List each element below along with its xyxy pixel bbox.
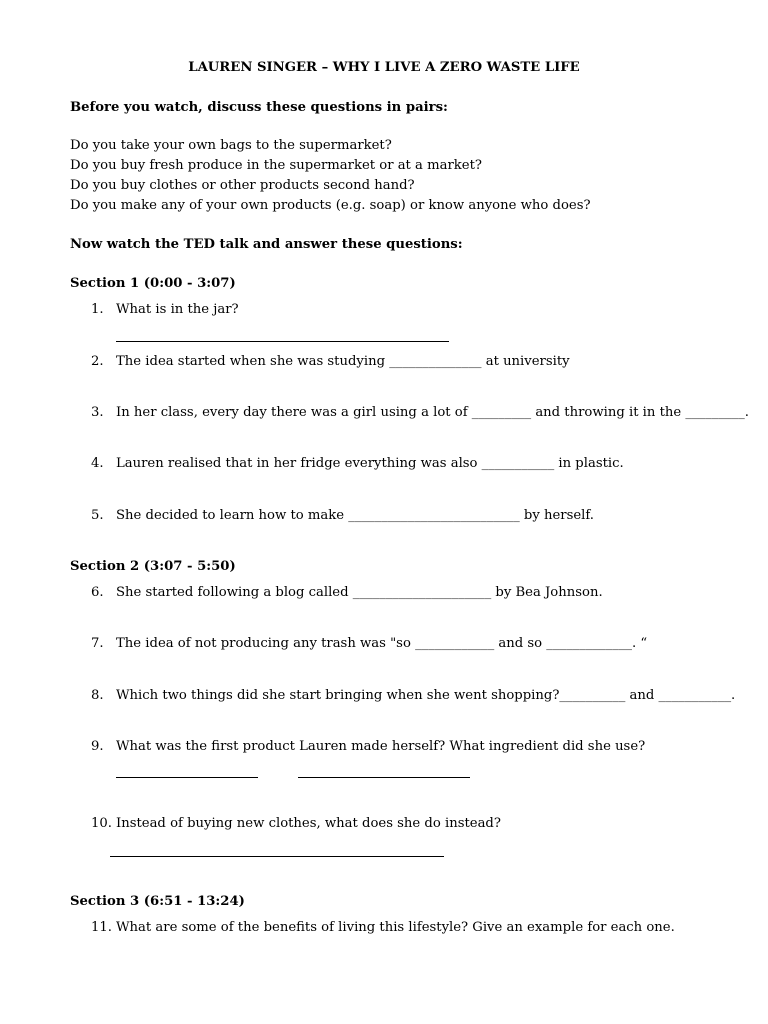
now-heading: Now watch the TED talk and answer these questions: bbox=[70, 237, 463, 252]
question-number: 3. bbox=[91, 405, 104, 420]
question-text: In her class, every day there was a girl using a lot of _________ and throwing it in the _________. bbox=[116, 405, 749, 420]
question-number: 11. bbox=[91, 920, 112, 935]
answer-line[interactable] bbox=[110, 856, 444, 857]
section-heading: Section 2 (3:07 - 5:50) bbox=[70, 559, 236, 574]
question-number: 8. bbox=[91, 688, 104, 703]
question-number: 5. bbox=[91, 508, 104, 523]
section-heading: Section 3 (6:51 - 13:24) bbox=[70, 894, 245, 909]
before-heading: Before you watch, discuss these questions in pairs: bbox=[70, 100, 448, 115]
question-text: Instead of buying new clothes, what does she do instead? bbox=[116, 816, 501, 831]
discussion-question: Do you make any of your own products (e.g. soap) or know anyone who does? bbox=[70, 198, 591, 213]
question-text: She started following a blog called _____________________ by Bea Johnson. bbox=[116, 585, 603, 600]
question-text: Lauren realised that in her fridge everything was also ___________ in plastic. bbox=[116, 456, 624, 471]
question-number: 6. bbox=[91, 585, 104, 600]
answer-line[interactable] bbox=[116, 341, 449, 342]
question-number: 10. bbox=[91, 816, 112, 831]
question-text: She decided to learn how to make __________________________ by herself. bbox=[116, 508, 594, 523]
answer-line-product[interactable] bbox=[116, 777, 258, 778]
answer-line-ingredient[interactable] bbox=[298, 777, 470, 778]
question-text: Which two things did she start bringing when she went shopping?__________ and ___________. bbox=[116, 688, 736, 703]
discussion-question: Do you buy fresh produce in the supermarket or at a market? bbox=[70, 158, 482, 173]
section-heading: Section 1 (0:00 - 3:07) bbox=[70, 276, 236, 291]
question-text: What was the first product Lauren made herself? What ingredient did she use? bbox=[116, 739, 646, 754]
question-text: What are some of the benefits of living this lifestyle? Give an example for each one. bbox=[116, 920, 675, 935]
question-number: 4. bbox=[91, 456, 104, 471]
worksheet-title: LAUREN SINGER – WHY I LIVE A ZERO WASTE LIFE bbox=[188, 60, 580, 75]
question-number: 7. bbox=[91, 636, 104, 651]
question-number: 9. bbox=[91, 739, 104, 754]
question-text: The idea started when she was studying ______________ at university bbox=[116, 354, 570, 369]
question-text: The idea of not producing any trash was "so ____________ and so _____________. “ bbox=[116, 636, 648, 651]
discussion-question: Do you take your own bags to the supermarket? bbox=[70, 138, 392, 153]
question-text: What is in the jar? bbox=[116, 302, 239, 317]
question-number: 2. bbox=[91, 354, 104, 369]
question-number: 1. bbox=[91, 302, 104, 317]
discussion-question: Do you buy clothes or other products second hand? bbox=[70, 178, 415, 193]
